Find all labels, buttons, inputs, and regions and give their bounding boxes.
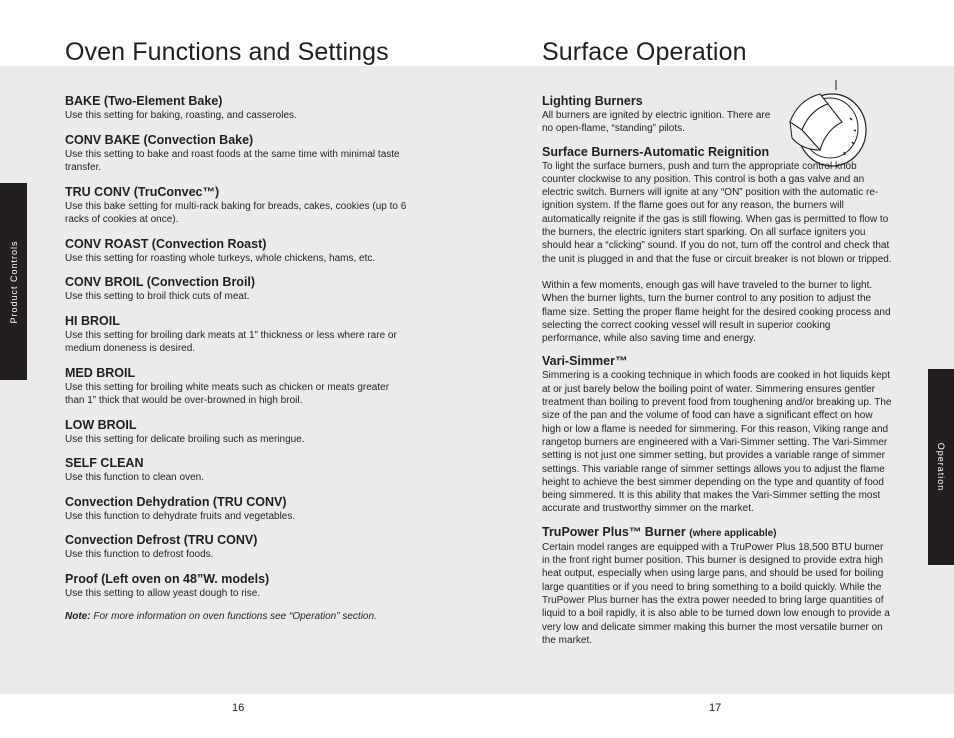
oven-functions-list (65, 94, 410, 634)
function-heading: LOW BROIL (65, 417, 137, 432)
function-heading: BAKE (Two-Element Bake) (65, 94, 223, 108)
function-heading: TRU CONV (TruConvec™) (65, 184, 220, 199)
vari-simmer-heading: Vari-Simmer™ (542, 354, 628, 369)
left-page-title: Oven Functions and Settings (65, 38, 389, 66)
function-description: Use this setting for roasting whole turkeys, whole chickens, hams, etc. (65, 252, 376, 264)
function-tru-conv (65, 185, 410, 227)
note-text: For more information on oven functions see “Operation” section. (93, 611, 377, 622)
reignition-section (542, 145, 892, 346)
trupower-heading-qualifier: (where applicable) (689, 527, 777, 539)
function-description: Use this setting for broiling dark meats at 1” thickness or less where rare or medium doneness is desired. (65, 329, 397, 354)
function-conv-roast (65, 237, 410, 266)
function-heading: CONV BAKE (Convection Bake) (65, 132, 254, 147)
function-med-broil (65, 366, 410, 408)
function-description: Use this function to defrost foods. (65, 549, 214, 560)
function-description: Use this setting to allow yeast dough to rise. (65, 587, 261, 599)
product-controls-tab-label: Product Controls (8, 239, 19, 324)
function-description: Use this function to dehydrate fruits and vegetables. (65, 510, 296, 522)
reignition-heading: Surface Burners-Automatic Reignition (542, 144, 770, 159)
function-heading: CONV ROAST (Convection Roast) (65, 236, 267, 251)
function-description: Use this setting for broiling white meats such as chicken or meats greater than 1” thick that would be over-browned in high broil. (65, 381, 390, 406)
lighting-burners-text: All burners are ignited by electric ignition. There are no open-flame, “standing” pilots. (542, 110, 771, 135)
function-description: Use this function to clean oven. (65, 472, 204, 483)
function-description: Use this setting for baking, roasting, and casseroles. (65, 110, 297, 121)
function-heading: Proof (Left oven on 48”W. models) (65, 571, 270, 586)
operation-tab (928, 369, 954, 565)
function-conv-bake (65, 133, 410, 175)
function-self-clean (65, 456, 410, 485)
function-proof (65, 572, 410, 601)
function-bake (65, 94, 410, 123)
function-convection-dehydration (65, 495, 410, 524)
note-label: Note: (65, 611, 91, 622)
function-description: Use this setting to bake and roast foods at the same time with minimal taste transfer. (65, 148, 400, 173)
trupower-heading (542, 525, 892, 541)
function-heading: Convection Dehydration (TRU CONV) (65, 494, 287, 509)
note (65, 610, 410, 624)
operation-tab-label: Operation (936, 442, 946, 492)
vari-simmer-section (542, 354, 892, 515)
function-hi-broil (65, 314, 410, 356)
vari-simmer-text: Simmering is a cooking technique in which foods are cooked in hot liquids kept at or just barely below the boiling point of water. Simmering ensures gentler treatment than boiling to prevent food from toughening and/or breaking up. The size of the pan and the volume of food can have a significant effect on how high or low a flame is needed for simmering. For this reason, Viking range and rangetop burners are engineered with a Vari-Simmer setting. The Vari-Simmer setting is not just one simmer setting, but provides a variable range of simmer settings. This variable range of simmer settings allows you to adjust the flame height to achieve the best simmer depending on the type and quantity of food being simmered. It is this ability that makes the Vari-Simmer setting the most accurate and trustworthy simmer on the market. (542, 370, 892, 515)
function-description: Use this setting to broil thick cuts of meat. (65, 291, 250, 302)
product-controls-tab (0, 183, 27, 380)
right-page-title: Surface Operation (542, 38, 747, 66)
reignition-text-1: To light the surface burners, push and turn the appropriate control knob counter clockwise to any position. This control is both a gas valve and an electric switch. Burners will ignite at any “ON” position with the automatic re-ignition system. If the flame goes out for any reason, the burners will automatically reignite if the gas is still flowing. When gas is permitted to flow to the burners, the electric igniters start sparking. On all surface igniters you should hear a “clicking” sound. If you do not, turn off the control and check that the unit is plugged in and that the fuse or circuit breaker is not blown or tripped. (542, 160, 892, 265)
function-heading: CONV BROIL (Convection Broil) (65, 275, 256, 289)
left-page-number: 16 (232, 702, 245, 714)
function-heading: HI BROIL (65, 313, 120, 328)
surface-operation-content (542, 94, 892, 656)
function-low-broil (65, 418, 410, 447)
trupower-section (542, 525, 892, 647)
lighting-burners-section (542, 94, 892, 136)
right-page-number: 17 (709, 702, 722, 714)
function-description: Use this setting for delicate broiling such as meringue. (65, 433, 305, 445)
trupower-text: Certain model ranges are equipped with a TruPower Plus 18,500 BTU burner in the front right burner position. This burner is designed to provide extra high heat output, especially when using large pans, and should be used for boiling large quantities or if you need to bring something to a boild quickly. While the TruPower Plus burner has the extra power needed to bring large quantities of liquid to a boil rapidly, it is also able to be turned down low enough to provide a very low and delicate simmer making this burner the most versatile burner on the market. (542, 541, 890, 646)
function-conv-broil (65, 275, 410, 304)
function-convection-defrost (65, 533, 410, 562)
function-heading: SELF CLEAN (65, 456, 144, 470)
function-description: Use this bake setting for multi-rack baking for breads, cakes, cookies (up to 6 racks of cookies at once). (65, 200, 407, 225)
function-heading: MED BROIL (65, 365, 136, 380)
trupower-heading-main: TruPower Plus™ Burner (542, 524, 686, 539)
lighting-burners-heading: Lighting Burners (542, 94, 643, 108)
reignition-text-2: Within a few moments, enough gas will have traveled to the burner to light. When the burner lights, turn the burner control to any position to adjust the flame size. Setting the proper flame height for the desired cooking process and selecting the correct cooking vessel will result in superior cooking performance, while also saving time and energy. (542, 279, 891, 345)
function-heading: Convection Defrost (TRU CONV) (65, 533, 258, 547)
